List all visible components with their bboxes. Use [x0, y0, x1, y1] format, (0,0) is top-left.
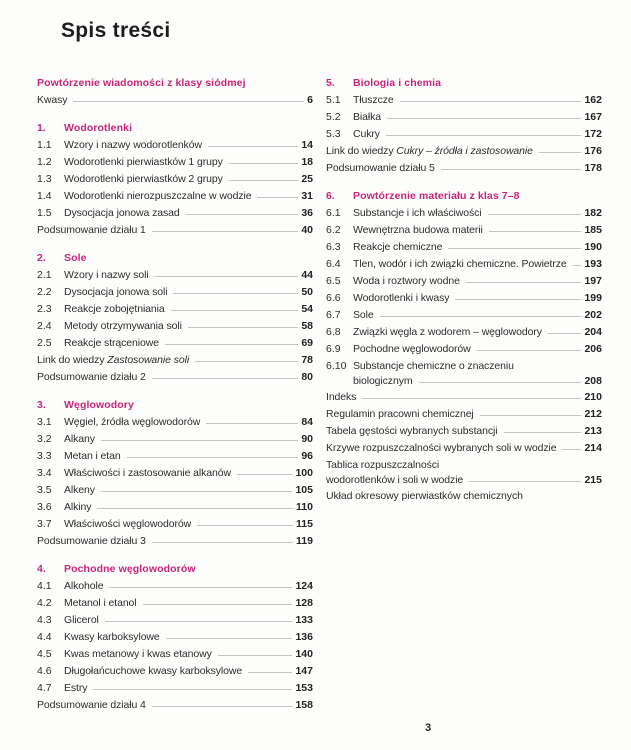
toc-entry-page: 178 — [584, 161, 602, 174]
toc-entry-page: 110 — [296, 500, 313, 513]
toc-entry-number: 2.5 — [37, 336, 52, 349]
toc-entry-label: Kwas metanowy i kwas etanowy — [64, 647, 212, 660]
toc-entry-label-italic: Zastosowanie soli — [107, 353, 190, 366]
leader-line — [573, 265, 582, 266]
toc-entry — [326, 221, 602, 238]
toc-section — [326, 388, 602, 504]
toc-entry-label: biologicznym — [353, 375, 413, 387]
toc-entry-label: Alkohole — [64, 579, 104, 592]
toc-entry-number: 5.1 — [326, 93, 341, 106]
toc-entry-label: Wzory i nazwy soli — [64, 268, 149, 281]
toc-section-header — [326, 187, 602, 204]
toc-entry-number: 4.5 — [37, 647, 52, 660]
toc-entry — [326, 125, 602, 142]
toc-entry-label: Właściwości i zastosowanie alkanów — [64, 466, 231, 479]
toc-entry-label: Tłuszcze — [353, 93, 394, 106]
toc-entry-label: Wodorotlenki pierwiastków 2 grupy — [64, 172, 223, 185]
toc-entry — [326, 255, 602, 272]
toc-entry-label: Reakcje chemiczne — [353, 240, 443, 253]
toc-entry-label: Białka — [353, 110, 381, 123]
toc-section-title: Biologia i chemia — [353, 76, 442, 89]
toc-entry-label: wodorotlenków i soli w wodzie — [326, 474, 464, 486]
toc-entry-page: 210 — [584, 390, 602, 403]
toc-entry-label: Tabela gęstości wybranych substancji — [326, 424, 498, 437]
toc-entry-label: Układ okresowy pierwiastków chemicznych — [326, 489, 523, 502]
toc-section-title: Węglowodory — [64, 398, 134, 411]
toc-entry — [326, 323, 602, 340]
leader-line — [97, 508, 293, 509]
toc-entry-page: 44 — [301, 268, 313, 281]
toc-entry-page: 147 — [295, 664, 313, 677]
toc-entry-label: Glicerol — [64, 613, 99, 626]
toc-entry — [326, 142, 602, 159]
toc-entry-page: 50 — [301, 285, 313, 298]
toc-entry-page: 212 — [584, 407, 602, 420]
toc-entry-page: 185 — [584, 223, 602, 236]
toc-entry-label: Alkiny — [64, 500, 92, 513]
toc-entry-label: Podsumowanie działu 1 — [37, 223, 146, 236]
page-title: Spis treści — [61, 19, 171, 42]
toc-entry — [37, 577, 313, 594]
toc-section-number: 3. — [37, 398, 46, 411]
toc-section-title: Sole — [64, 251, 87, 264]
toc-section — [326, 74, 602, 176]
toc-entry-page: 128 — [295, 596, 313, 609]
toc-entry — [326, 91, 602, 108]
leader-line — [105, 621, 293, 622]
toc-entry-label: Link do wiedzy Zastosowanie soli — [37, 353, 190, 366]
toc-entry-number: 3.2 — [37, 432, 52, 445]
leader-line — [229, 163, 299, 164]
toc-section-header — [37, 249, 313, 266]
leader-line — [466, 282, 582, 283]
toc-entry-number: 6.1 — [326, 206, 341, 219]
leader-line — [504, 432, 582, 433]
toc-entry-number: 3.1 — [37, 415, 52, 428]
toc-entry-number: 3.5 — [37, 483, 52, 496]
toc-entry-page: 115 — [296, 517, 313, 530]
toc-entry-label: Alkany — [64, 432, 95, 445]
toc-entry-page: 197 — [584, 274, 602, 287]
toc-entry-page: 208 — [584, 375, 602, 387]
toc-entry-label: Wodorotlenki i kwasy — [353, 291, 450, 304]
leader-line — [93, 689, 292, 690]
toc-entry-label: Związki węgla z wodorem – węglowodory — [353, 325, 542, 338]
toc-entry-label: Kwasy — [37, 93, 68, 106]
toc-entry — [326, 487, 602, 504]
toc-entry-page: 36 — [301, 206, 313, 219]
toc-entry — [37, 645, 313, 662]
toc-entry — [326, 405, 602, 422]
toc-entry-page: 105 — [295, 483, 313, 496]
toc-entry — [37, 430, 313, 447]
leader-line — [539, 152, 582, 153]
toc-entry-number: 6.9 — [326, 342, 341, 355]
toc-entry — [37, 170, 313, 187]
leader-line — [362, 398, 581, 399]
leader-line — [166, 638, 293, 639]
toc-entry-label: Węgiel, źródła węglowodorów — [64, 415, 201, 428]
toc-entry-label: Podsumowanie działu 4 — [37, 698, 146, 711]
toc-section — [37, 119, 313, 238]
toc-entry-label: Pochodne węglowodorów — [353, 342, 471, 355]
toc-entry-page: 190 — [584, 240, 602, 253]
toc-entry-label: Właściwości węglowodorów — [64, 517, 192, 530]
toc-entry-page: 133 — [295, 613, 313, 626]
toc-entry-page: 206 — [584, 342, 602, 355]
toc-entry — [37, 136, 313, 153]
toc-entry — [326, 306, 602, 323]
toc-entry-page: 140 — [295, 647, 313, 660]
toc-entry — [37, 368, 313, 385]
toc-entry-label: Podsumowanie działu 5 — [326, 161, 435, 174]
toc-entry-label: Estry — [64, 681, 88, 694]
toc-entry-number: 1.5 — [37, 206, 52, 219]
toc-entry — [326, 272, 602, 289]
toc-section — [37, 396, 313, 549]
leader-line — [237, 474, 292, 475]
toc-entry — [37, 91, 313, 108]
toc-entry-number: 3.4 — [37, 466, 52, 479]
toc-entry — [37, 594, 313, 611]
toc-entry-number: 4.6 — [37, 664, 52, 677]
toc-entry-page: 176 — [584, 144, 602, 157]
toc-entry-page: 193 — [584, 257, 602, 270]
toc-entry-number: 5.3 — [326, 127, 341, 140]
leader-line — [480, 415, 582, 416]
toc-entry-page: 124 — [295, 579, 313, 592]
toc-entry-number: 4.4 — [37, 630, 52, 643]
leader-line — [109, 587, 292, 588]
toc-entry-label: Tlen, wodór i ich związki chemiczne. Powietrze — [353, 257, 567, 270]
toc-entry-page: 78 — [301, 353, 313, 366]
toc-entry-label: Krzywe rozpuszczalności wybranych soli w wodzie — [326, 441, 557, 454]
toc-entry — [37, 628, 313, 645]
toc-section-title: Powtórzenie wiadomości z klasy siódmej — [37, 76, 246, 89]
toc-entry-label: Substancje chemiczne o znaczeniu — [353, 359, 514, 372]
toc-entry-line2 — [326, 374, 602, 388]
toc-entry — [37, 696, 313, 713]
toc-entry-number: 4.3 — [37, 613, 52, 626]
leader-line — [229, 180, 299, 181]
toc-entry-number: 6.3 — [326, 240, 341, 253]
toc-entry-number: 2.1 — [37, 268, 52, 281]
toc-entry-label: Cukry — [353, 127, 380, 140]
toc-entry — [37, 317, 313, 334]
toc-entry-number: 3.6 — [37, 500, 52, 513]
toc-section — [326, 187, 602, 388]
leader-line — [155, 276, 299, 277]
toc-entry-page: 158 — [295, 698, 313, 711]
toc-entry — [37, 221, 313, 238]
leader-line — [469, 481, 581, 482]
leader-line — [101, 491, 293, 492]
toc-entry-label: Substancje i ich właściwości — [353, 206, 482, 219]
toc-entry — [326, 108, 602, 125]
toc-entry-page: 6 — [307, 93, 313, 106]
toc-entry-number: 3.7 — [37, 517, 52, 530]
toc-entry — [37, 515, 313, 532]
toc-entry-label: Kwasy karboksylowe — [64, 630, 160, 643]
leader-line — [188, 327, 299, 328]
toc-entry-label: Podsumowanie działu 3 — [37, 534, 146, 547]
toc-entry-line2 — [326, 473, 602, 487]
toc-entry — [37, 679, 313, 696]
toc-section-title: Wodorotlenki — [64, 121, 133, 134]
toc-entry — [326, 289, 602, 306]
toc-section-header — [37, 119, 313, 136]
toc-entry-page: 172 — [584, 127, 602, 140]
toc-entry-label: Metody otrzymywania soli — [64, 319, 182, 332]
toc-entry-label: Sole — [353, 308, 374, 321]
toc-entry — [326, 422, 602, 439]
toc-entry-label: Dysocjacja jonowa soli — [64, 285, 168, 298]
leader-line — [73, 101, 304, 102]
leader-line — [448, 248, 581, 249]
leader-line — [218, 655, 293, 656]
leader-line — [488, 214, 582, 215]
toc-section-header — [37, 396, 313, 413]
toc-entry-number: 1.4 — [37, 189, 52, 202]
toc-section-number: 1. — [37, 121, 46, 134]
toc-entry-number: 2.4 — [37, 319, 52, 332]
toc-entry-page: 182 — [584, 206, 602, 219]
toc-entry — [37, 532, 313, 549]
toc-entry — [326, 388, 602, 405]
toc-entry-number: 1.3 — [37, 172, 52, 185]
toc-entry-page: 202 — [584, 308, 602, 321]
toc-entry-page: 31 — [301, 189, 313, 202]
toc-entry-page: 162 — [584, 93, 602, 106]
toc-section — [37, 560, 313, 713]
toc-entry — [37, 300, 313, 317]
toc-section-number: 2. — [37, 251, 46, 264]
toc-entry-number: 6.10 — [326, 359, 347, 372]
leader-line — [562, 449, 581, 450]
leader-line — [380, 316, 582, 317]
toc-entry — [37, 413, 313, 430]
leader-line — [548, 333, 582, 334]
toc-entry-label: Tablica rozpuszczalności — [326, 458, 440, 471]
toc-entry-number: 5.2 — [326, 110, 341, 123]
toc-section-number: 4. — [37, 562, 46, 575]
toc-entry-page: 199 — [584, 291, 602, 304]
toc-entry-number: 3.3 — [37, 449, 52, 462]
leader-line — [195, 361, 298, 362]
toc-entry — [37, 662, 313, 679]
toc-entry-label: Podsumowanie działu 2 — [37, 370, 146, 383]
toc-entry-label: Wodorotlenki nierozpuszczalne w wodzie — [64, 189, 252, 202]
toc-entry-page: 40 — [301, 223, 313, 236]
toc-entry-label: Reakcje strąceniowe — [64, 336, 159, 349]
toc-entry-number: 2.2 — [37, 285, 52, 298]
toc-entry-number: 4.7 — [37, 681, 52, 694]
toc-column-right — [326, 74, 602, 504]
toc-entry-page: 69 — [301, 336, 313, 349]
toc-entry — [37, 283, 313, 300]
toc-entry-label: Metan i etan — [64, 449, 121, 462]
leader-line — [206, 423, 298, 424]
toc-entry — [326, 357, 602, 374]
toc-entry-number: 6.5 — [326, 274, 341, 287]
toc-entry — [326, 204, 602, 221]
toc-entry — [37, 153, 313, 170]
toc-entry-number: 6.8 — [326, 325, 341, 338]
toc-entry-label-italic: Cukry – źródła i zastosowanie — [396, 144, 533, 157]
toc-entry — [326, 456, 602, 473]
toc-entry-label: Dysocjacja jonowa zasad — [64, 206, 180, 219]
toc-section-title: Powtórzenie materiału z klas 7–8 — [353, 189, 520, 202]
toc-entry-label: Wewnętrzna budowa materii — [353, 223, 483, 236]
toc-section-number: 6. — [326, 189, 335, 202]
toc-section-title: Pochodne węglowodorów — [64, 562, 196, 575]
toc-entry-label: Indeks — [326, 390, 357, 403]
toc-entry-page: 14 — [301, 138, 313, 151]
leader-line — [455, 299, 581, 300]
toc-section-number: 5. — [326, 76, 335, 89]
toc-entry-label: Metanol i etanol — [64, 596, 137, 609]
page-number: 3 — [424, 722, 432, 734]
toc-entry-label: Wodorotlenki pierwiastków 1 grupy — [64, 155, 223, 168]
leader-line — [257, 197, 298, 198]
toc-entry-number: 6.2 — [326, 223, 341, 236]
toc-entry-page: 84 — [301, 415, 313, 428]
toc-entry-page: 153 — [295, 681, 313, 694]
leader-line — [165, 344, 298, 345]
toc-entry — [37, 334, 313, 351]
toc-entry — [37, 611, 313, 628]
toc-entry-page: 90 — [301, 432, 313, 445]
toc-entry-page: 213 — [584, 424, 602, 437]
toc-entry-label: Woda i roztwory wodne — [353, 274, 460, 287]
toc-entry — [37, 204, 313, 221]
leader-line — [152, 378, 299, 379]
toc-section — [37, 74, 313, 108]
toc-entry — [37, 187, 313, 204]
toc-entry-label: Regulamin pracowni chemicznej — [326, 407, 474, 420]
leader-line — [441, 169, 582, 170]
toc-entry — [326, 238, 602, 255]
leader-line — [152, 542, 293, 543]
toc-entry-page: 100 — [295, 466, 313, 479]
toc-section-header — [37, 560, 313, 577]
toc-section-header — [326, 74, 602, 91]
leader-line — [152, 706, 293, 707]
toc-section — [37, 249, 313, 385]
toc-entry — [37, 481, 313, 498]
toc-entry-number: 6.4 — [326, 257, 341, 270]
toc-entry-page: 54 — [301, 302, 313, 315]
toc-entry — [37, 447, 313, 464]
toc-entry-page: 25 — [301, 172, 313, 185]
toc-entry-label: Wzory i nazwy wodorotlenków — [64, 138, 202, 151]
leader-line — [171, 310, 299, 311]
leader-line — [489, 231, 582, 232]
leader-line — [197, 525, 293, 526]
toc-entry — [326, 439, 602, 456]
toc-column-left — [37, 74, 313, 713]
toc-entry-label: Link do wiedzy Cukry – źródła i zastosowanie — [326, 144, 533, 157]
leader-line — [186, 214, 299, 215]
toc-entry-page: 136 — [295, 630, 313, 643]
toc-entry-number: 6.6 — [326, 291, 341, 304]
toc-entry-page: 96 — [301, 449, 313, 462]
toc-entry-page: 204 — [584, 325, 602, 338]
leader-line — [400, 101, 582, 102]
leader-line — [173, 293, 298, 294]
toc-entry-page: 58 — [301, 319, 313, 332]
leader-line — [387, 118, 581, 119]
leader-line — [152, 231, 299, 232]
leader-line — [419, 382, 582, 383]
leader-line — [143, 604, 293, 605]
toc-entry-label: Długołańcuchowe kwasy karboksylowe — [64, 664, 243, 677]
leader-line — [208, 146, 298, 147]
leader-line — [477, 350, 582, 351]
toc-entry-number: 2.3 — [37, 302, 52, 315]
toc-entry-page: 167 — [584, 110, 602, 123]
toc-entry-number: 1.2 — [37, 155, 52, 168]
toc-entry — [326, 159, 602, 176]
toc-entry-page: 119 — [296, 534, 313, 547]
toc-entry-page: 18 — [301, 155, 313, 168]
toc-entry-label: Alkeny — [64, 483, 95, 496]
toc-entry — [37, 351, 313, 368]
toc-entry — [37, 266, 313, 283]
leader-line — [127, 457, 299, 458]
leader-line — [101, 440, 298, 441]
toc-entry-number: 4.2 — [37, 596, 52, 609]
toc-entry-number: 6.7 — [326, 308, 341, 321]
toc-entry — [326, 340, 602, 357]
toc-entry — [37, 464, 313, 481]
toc-entry-page: 215 — [584, 474, 602, 486]
toc-entry — [37, 498, 313, 515]
toc-entry-label: Reakcje zobojętniania — [64, 302, 165, 315]
toc-entry-page: 80 — [301, 370, 313, 383]
leader-line — [386, 135, 582, 136]
toc-entry-number: 1.1 — [37, 138, 52, 151]
toc-entry-page: 214 — [584, 441, 602, 454]
toc-section-header — [37, 74, 313, 91]
toc-entry-number: 4.1 — [37, 579, 52, 592]
leader-line — [248, 672, 292, 673]
